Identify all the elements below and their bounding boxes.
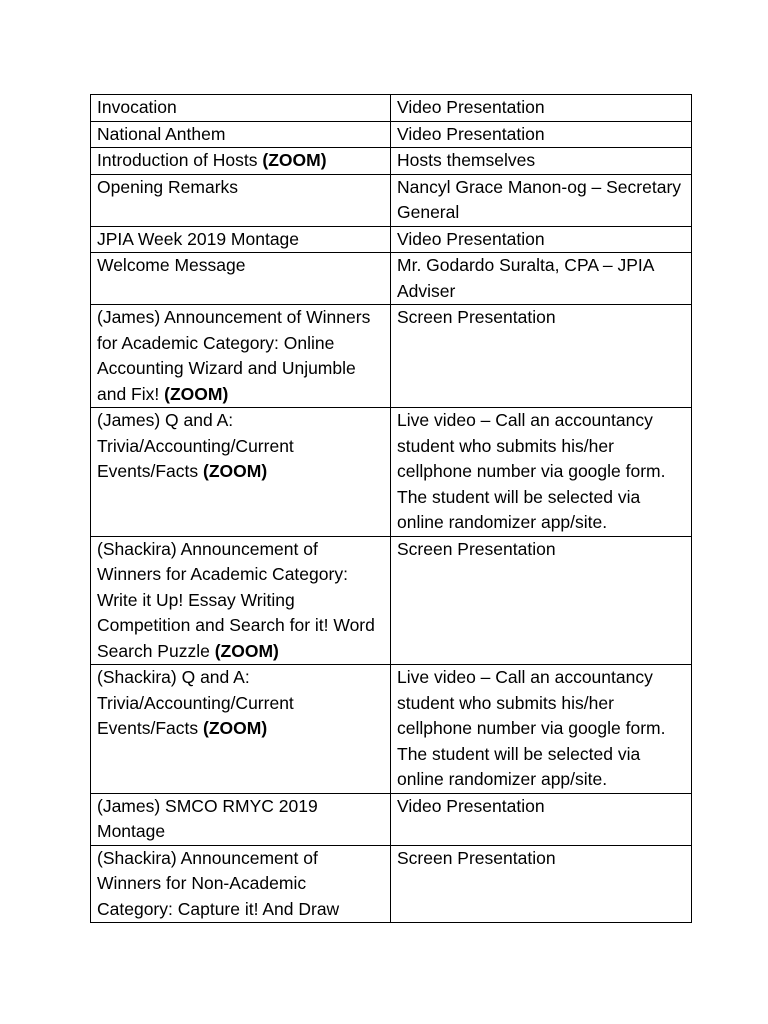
details-text: Screen Presentation bbox=[397, 847, 556, 868]
segment-cell bbox=[91, 226, 391, 253]
segment-cell bbox=[91, 174, 391, 226]
details-text: Screen Presentation bbox=[397, 538, 556, 559]
table-row bbox=[91, 121, 692, 148]
details-text: Nancyl Grace Manon-og – Secretary General bbox=[397, 176, 682, 222]
segment-text: JPIA Week 2019 Montage bbox=[97, 228, 300, 249]
segment-text: Welcome Message bbox=[97, 255, 246, 275]
segment-text: (James) Announcement of Winners for Academic Category: Online Accounting Wizard and Unjumble and Fix! bbox=[97, 307, 371, 404]
table-row bbox=[91, 95, 692, 122]
segment-text: (Shackira) Announcement of Winners for Academic Category: Write it Up! Essay Writing Competition and Search for it! Word Search Puzzle bbox=[97, 538, 375, 661]
details-cell bbox=[391, 665, 692, 794]
table-row bbox=[91, 226, 692, 253]
details-text: Screen Presentation bbox=[397, 307, 556, 327]
segment-cell bbox=[91, 305, 391, 408]
segment-cell bbox=[91, 845, 391, 923]
table-row bbox=[91, 665, 692, 794]
details-cell bbox=[391, 174, 692, 226]
details-cell bbox=[391, 253, 692, 305]
zoom-tag: (ZOOM) bbox=[203, 718, 268, 738]
segment-text: (Shackira) Q and A: Trivia/Accounting/Current Events/Facts bbox=[97, 667, 294, 738]
details-cell bbox=[391, 121, 692, 148]
segment-text: (James) SMCO RMYC 2019 Montage bbox=[97, 795, 318, 841]
segment-cell bbox=[91, 148, 391, 175]
table-row bbox=[91, 793, 692, 845]
details-text: Video Presentation bbox=[397, 123, 545, 144]
table-row bbox=[91, 408, 692, 537]
details-text: Video Presentation bbox=[397, 228, 545, 249]
table-row bbox=[91, 305, 692, 408]
table-row bbox=[91, 148, 692, 175]
segment-text: Introduction of Hosts bbox=[97, 150, 258, 170]
segment-text: (James) Q and A: Trivia/Accounting/Current Events/Facts bbox=[97, 410, 294, 481]
segment-cell bbox=[91, 253, 391, 305]
zoom-tag: (ZOOM) bbox=[203, 461, 268, 481]
segment-cell bbox=[91, 121, 391, 148]
details-text: Video Presentation bbox=[397, 795, 545, 816]
details-cell bbox=[391, 408, 692, 537]
segment-text: Invocation bbox=[97, 97, 177, 117]
table-row bbox=[91, 845, 692, 923]
details-text: Mr. Godardo Suralta, CPA – JPIA Adviser bbox=[397, 255, 654, 301]
details-cell bbox=[391, 536, 692, 665]
details-text: Live video – Call an accountancy student who submits his/her cellphone number via google form. The student will be selected via online randomizer app/site. bbox=[397, 667, 666, 789]
segment-text: (Shackira) Announcement of Winners for Non-Academic Category: Capture it! And Draw bbox=[97, 847, 340, 919]
details-cell bbox=[391, 226, 692, 253]
table-row bbox=[91, 253, 692, 305]
details-cell bbox=[391, 305, 692, 408]
zoom-tag: (ZOOM) bbox=[214, 640, 279, 661]
segment-cell bbox=[91, 536, 391, 665]
segment-cell bbox=[91, 793, 391, 845]
details-text: Hosts themselves bbox=[397, 150, 536, 170]
segment-cell bbox=[91, 95, 391, 122]
details-text: Live video – Call an accountancy student who submits his/her cellphone number via google form. The student will be selected via online randomizer app/site. bbox=[397, 410, 666, 532]
program-table bbox=[90, 94, 692, 923]
segment-cell bbox=[91, 408, 391, 537]
details-cell bbox=[391, 148, 692, 175]
segment-text: Opening Remarks bbox=[97, 176, 239, 197]
segment-cell bbox=[91, 665, 391, 794]
table-row bbox=[91, 536, 692, 665]
details-cell bbox=[391, 95, 692, 122]
details-cell bbox=[391, 793, 692, 845]
details-cell bbox=[391, 845, 692, 923]
table-row bbox=[91, 174, 692, 226]
zoom-tag: (ZOOM) bbox=[164, 383, 229, 404]
zoom-tag: (ZOOM) bbox=[262, 150, 327, 170]
segment-text: National Anthem bbox=[97, 123, 226, 144]
details-text: Video Presentation bbox=[397, 97, 545, 117]
